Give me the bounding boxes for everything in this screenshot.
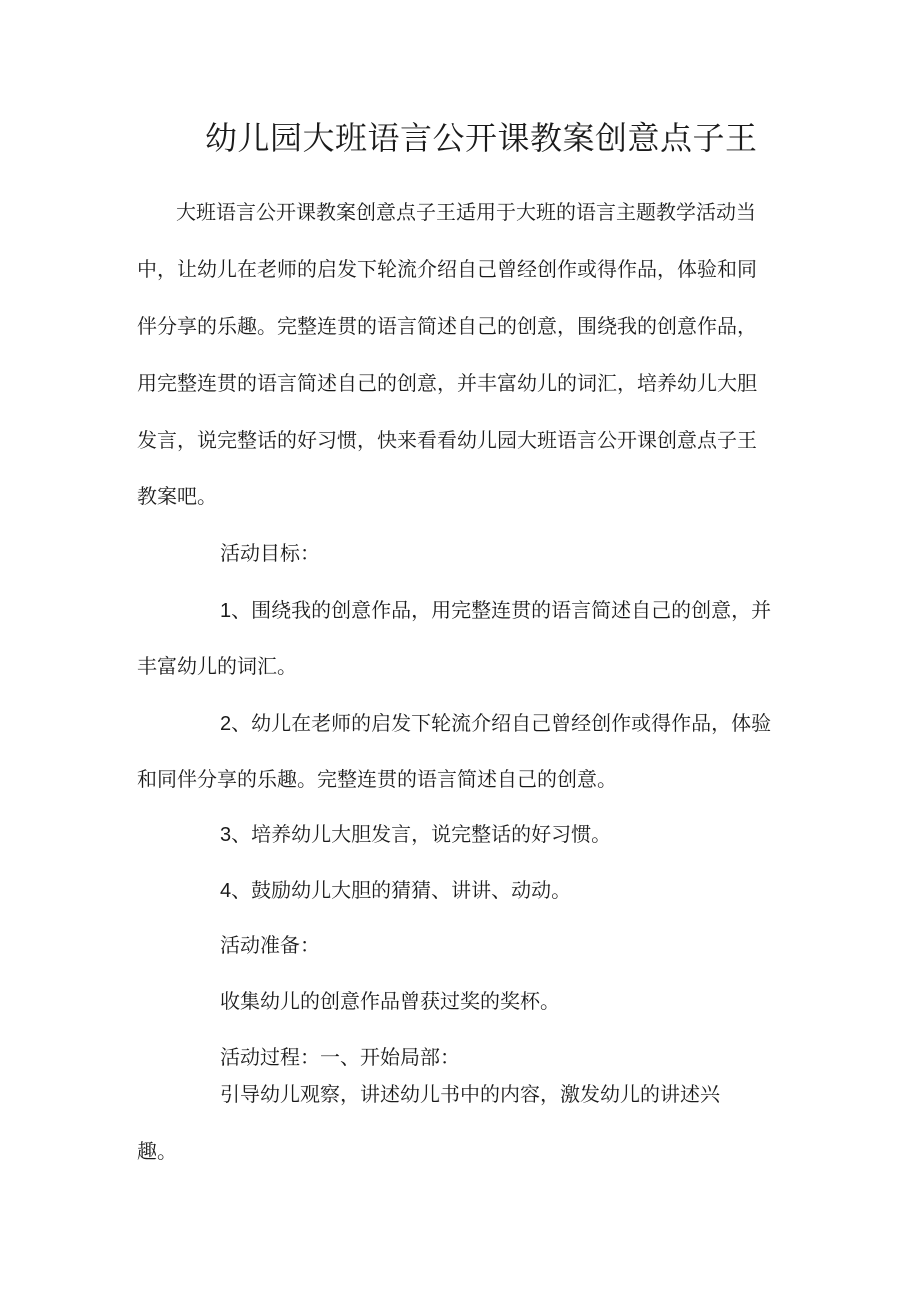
intro-line-5: 发言，说完整话的好习惯，快来看看幼儿园大班语言公开课创意点子王 bbox=[137, 428, 757, 452]
goal-2-line-1 bbox=[220, 709, 771, 738]
document-title: 幼儿园大班语言公开课教案创意点子王 bbox=[205, 119, 758, 157]
goal-2-number: 2 bbox=[220, 713, 232, 735]
goal-1-number: 1 bbox=[220, 600, 232, 622]
goal-1-line-2: 丰富幼儿的词汇。 bbox=[137, 654, 297, 678]
goal-4-line-1 bbox=[220, 876, 571, 905]
goal-2-text: 、幼儿在老师的启发下轮流介绍自己曾经创作或得作品，体验 bbox=[231, 711, 772, 735]
intro-line-1: 大班语言公开课教案创意点子王适用于大班的语言主题教学活动当 bbox=[176, 200, 756, 224]
intro-line-3: 伴分享的乐趣。完整连贯的语言简述自己的创意，围绕我的创意作品， bbox=[137, 314, 757, 338]
goal-4-number: 4 bbox=[220, 880, 232, 902]
process-line-1: 引导幼儿观察，讲述幼儿书中的内容，激发幼儿的讲述兴 bbox=[220, 1082, 720, 1106]
goal-3-line-1 bbox=[220, 820, 611, 849]
goal-2-line-2: 和同伴分享的乐趣。完整连贯的语言简述自己的创意。 bbox=[137, 767, 617, 791]
prep-text: 收集幼儿的创意作品曾获过奖的奖杯。 bbox=[220, 989, 560, 1013]
intro-line-2: 中，让幼儿在老师的启发下轮流介绍自己曾经创作或得作品，体验和同 bbox=[137, 257, 757, 281]
goal-4-text: 、鼓励幼儿大胆的猜猜、讲讲、动动。 bbox=[231, 878, 572, 902]
process-heading: 活动过程：一、开始局部： bbox=[220, 1045, 460, 1069]
goals-heading: 活动目标： bbox=[220, 541, 320, 565]
goal-1-line-1 bbox=[220, 596, 771, 625]
goal-1-text: 、围绕我的创意作品，用完整连贯的语言简述自己的创意，并 bbox=[231, 598, 772, 622]
process-line-2: 趣。 bbox=[137, 1139, 177, 1163]
goal-3-number: 3 bbox=[220, 824, 232, 846]
intro-line-6: 教案吧。 bbox=[137, 484, 217, 508]
goal-3-text: 、培养幼儿大胆发言，说完整话的好习惯。 bbox=[231, 822, 612, 846]
prep-heading: 活动准备： bbox=[220, 933, 320, 957]
intro-line-4: 用完整连贯的语言简述自己的创意，并丰富幼儿的词汇，培养幼儿大胆 bbox=[137, 371, 757, 395]
